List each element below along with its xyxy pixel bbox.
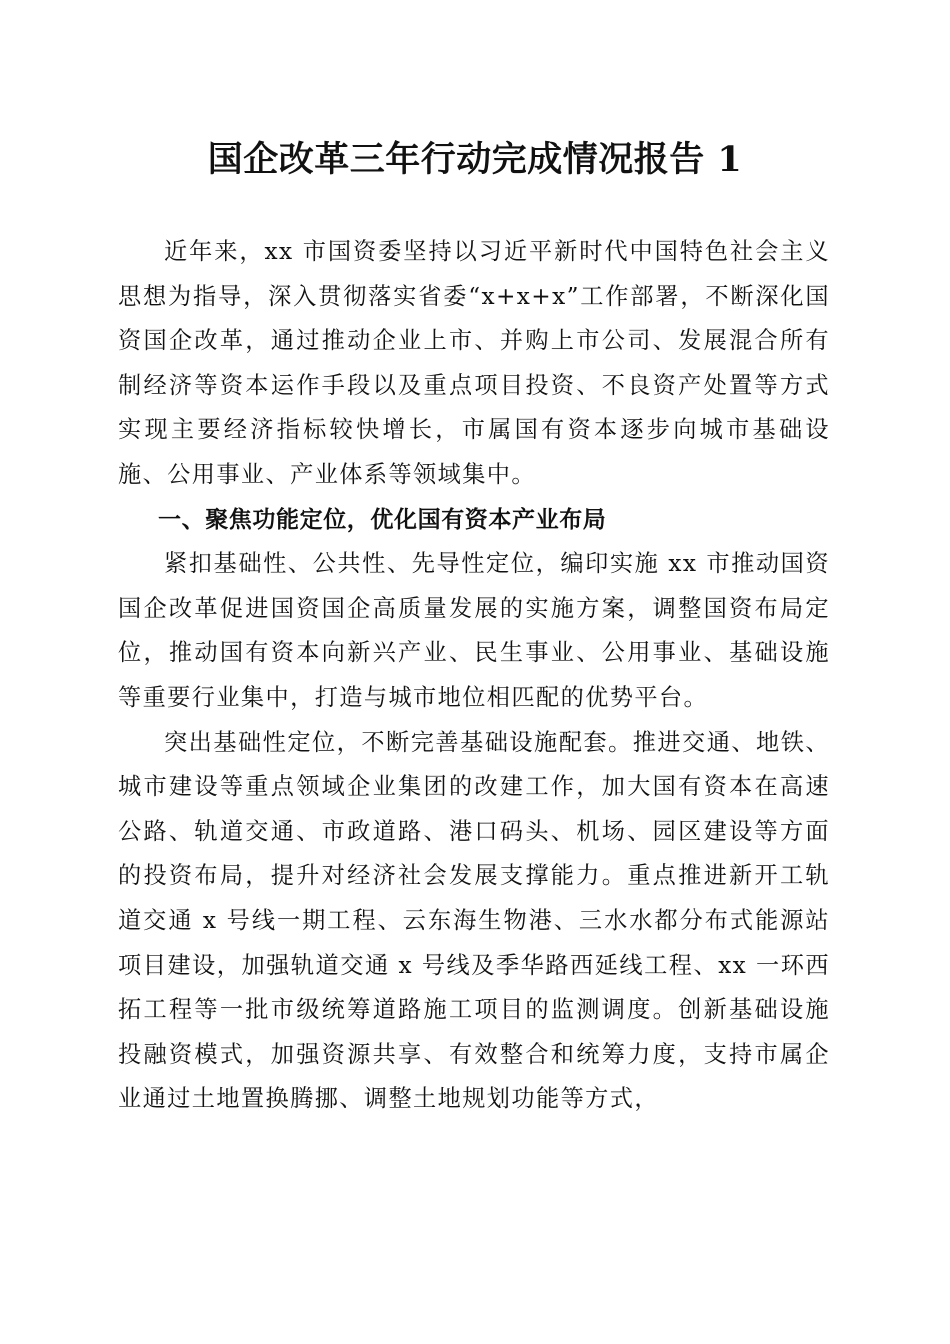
section-1-paragraph-1: 紧扣基础性、公共性、先导性定位，编印实施 xx 市推动国资国企改革促进国资国企高质量发展的实施方案，调整国资布局定位，推动国有资本向新兴产业、民生事业、公用事业、基础设施等重要行业集中，打造与城市地位相匹配的优势平台。	[118, 550, 830, 711]
document-body	[118, 230, 830, 1122]
document-title: 国企改革三年行动完成情况报告 1	[207, 139, 743, 180]
intro-paragraph: 近年来，xx 市国资委坚持以习近平新时代中国特色社会主义思想为指导，深入贯彻落实省委“x+x+x”工作部署，不断深化国资国企改革，通过推动企业上市、并购上市公司、发展混合所有制经济等资本运作手段以及重点项目投资、不良资产处置等方式实现主要经济指标较快增长，市属国有资本逐步向城市基础设施、公用事业、产业体系等领域集中。	[118, 238, 830, 488]
section-heading-1: 一、聚焦功能定位，优化国有资本产业布局	[158, 506, 607, 533]
section-1-paragraph-2: 突出基础性定位，不断完善基础设施配套。推进交通、地铁、城市建设等重点领域企业集团的改建工作，加大国有资本在高速公路、轨道交通、市政道路、港口码头、机场、园区建设等方面的投资布局，提升对经济社会发展支撑能力。重点推进新开工轨道交通 x 号线一期工程、云东海生物港、三水水都分布式能源站项目建设，加强轨道交通 x 号线及季华路西延线工程、xx 一环西拓工程等一批市级统筹道路施工项目的监测调度。创新基础设施投融资模式，加强资源共享、有效整合和统筹力度，支持市属企业通过土地置换腾挪、调整土地规划功能等方式，	[118, 728, 830, 1113]
